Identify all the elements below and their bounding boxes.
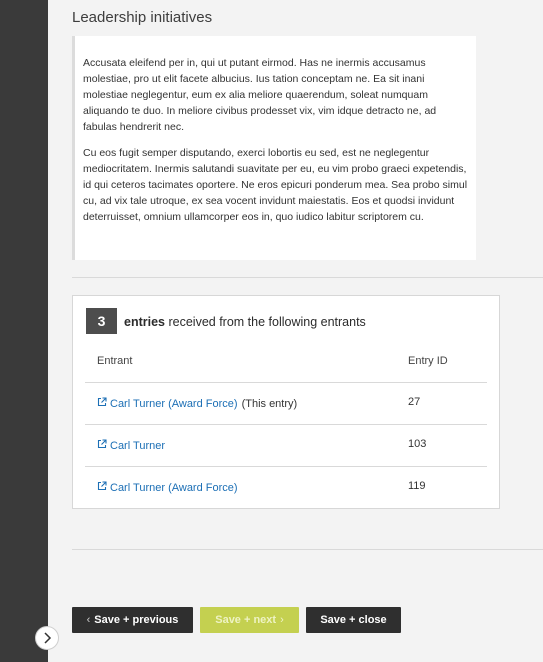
entry-id: 119: [408, 480, 426, 492]
entrant-name: Carl Turner: [110, 439, 166, 452]
entries-heading: [124, 315, 366, 329]
entry-id: 27: [408, 396, 421, 408]
description-paragraph: Cu eos fugit semper disputando, exerci lobortis eu sed, est ne neglegentur mediocritatem. Inermis salutandi suavitate per eu, eu vim probo graeci expetendis, id qui ceteros tacimates oportere. Ne eros epicuri ponderum mea. Sea probo simul cu, ad vix tale utroque, ex sea vocent invidunt maiestatis. Eos et quodsi invidunt deterruisset, omnium ullamcorper eos in, quo iudico labitur scriptorem cu.: [83, 147, 468, 223]
save-next-label: Save + next: [215, 614, 277, 626]
chevron-right-icon: [42, 632, 52, 644]
save-close-button[interactable]: [306, 607, 401, 633]
column-header-entrant: Entrant: [97, 355, 133, 367]
save-next-button[interactable]: [200, 607, 299, 633]
entries-heading-bold: entries: [124, 315, 165, 329]
save-close-label: Save + close: [320, 614, 387, 626]
divider: [72, 549, 543, 550]
entrant-name: Carl Turner (Award Force): [110, 397, 238, 410]
description-box: [72, 36, 476, 260]
external-link-icon: [97, 439, 110, 452]
entries-panel: [72, 295, 500, 509]
sidebar-toggle-button[interactable]: [35, 626, 59, 650]
column-header-entry-id: Entry ID: [408, 355, 448, 367]
main-content: [48, 0, 543, 662]
this-entry-note: (This entry): [241, 397, 298, 410]
save-previous-label: Save + previous: [94, 614, 179, 626]
entrant-link[interactable]: [97, 439, 165, 452]
table-row: [85, 383, 487, 424]
description-paragraph: Accusata eleifend per in, qui ut putant eirmod. Has ne inermis accusamus molestiae, pro ut elit facete albucius. Ius tation conceptam ne. Ea sit inani molestiae neglegentur, eum ex alia meliore quaerendum, soleat numquam aliquando te duo. In meliore civibus prodesset vix, vim idque detracto ne, ad fabulas hendrerit nec.: [83, 57, 437, 133]
section-title: Leadership initiatives: [72, 9, 213, 26]
entries-count-badge: 3: [86, 308, 117, 334]
sidebar: [0, 0, 48, 662]
save-previous-button[interactable]: [72, 607, 193, 633]
entrant-link[interactable]: [97, 397, 297, 410]
table-row: [85, 425, 487, 466]
table-row: [85, 467, 487, 508]
external-link-icon: [97, 397, 110, 410]
entrant-name: Carl Turner (Award Force): [110, 481, 238, 494]
entries-heading-text: received from the following entrants: [165, 315, 366, 329]
entrant-link[interactable]: [97, 481, 238, 494]
chevron-right-icon: ›: [280, 614, 284, 626]
chevron-left-icon: ‹: [86, 614, 91, 626]
divider: [72, 277, 543, 278]
entry-id: 103: [408, 438, 427, 450]
external-link-icon: [97, 481, 110, 494]
